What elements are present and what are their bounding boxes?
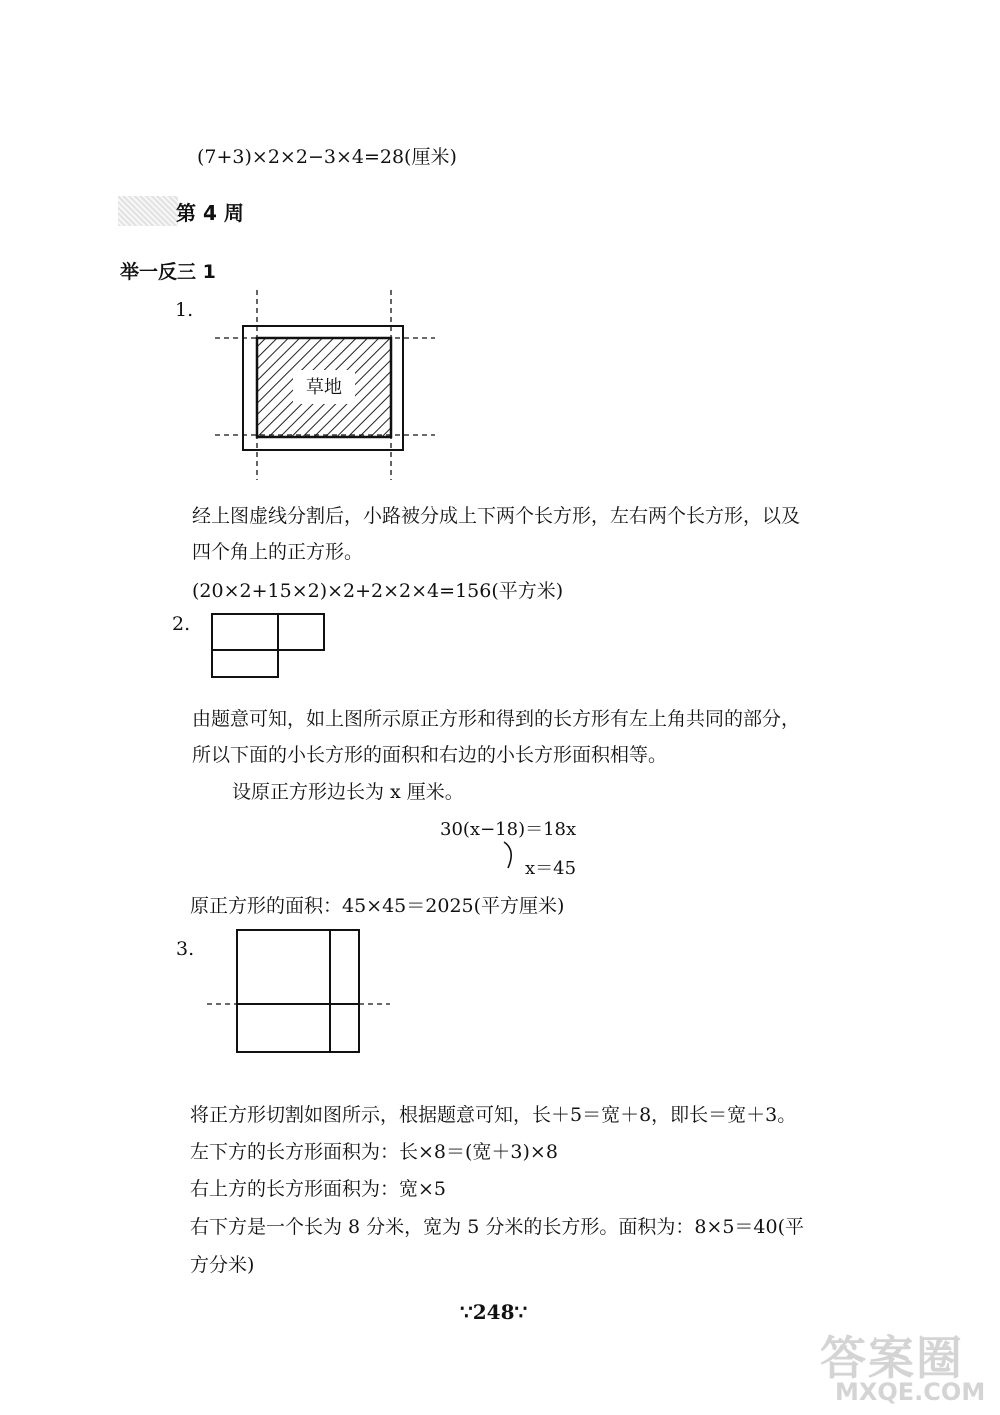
- problem-2-explanation-line2: 所以下面的小长方形的面积和右边的小长方形面积相等。: [192, 744, 668, 766]
- problem-1-explanation-line1: 经上图虚线分割后，小路被分成上下两个长方形，左右两个长方形，以及: [192, 505, 801, 527]
- problem-3-line3: 右上方的长方形面积为：宽×5: [190, 1178, 447, 1200]
- watermark-url: MXQE.COM: [835, 1378, 986, 1406]
- problem-1-explanation-line2: 四个角上的正方形。: [192, 541, 364, 563]
- section-heading-background: [118, 196, 178, 226]
- problem-2-equation-1: 30(x−18)＝18x: [440, 819, 577, 840]
- problem-1-figure: [200, 290, 450, 480]
- top-equation: (7+3)×2×2−3×4=28(厘米): [197, 146, 457, 168]
- lawn-label: 草地: [306, 377, 342, 398]
- problem-1-number: 1.: [175, 299, 194, 321]
- problem-3-line1: 将正方形切割如图所示，根据题意可知，长＋5＝宽＋8，即长＝宽＋3。: [190, 1104, 797, 1126]
- problem-2-answer: 原正方形的面积：45×45＝2025(平方厘米): [190, 895, 565, 917]
- problem-2-number: 2.: [172, 613, 191, 635]
- section-title: 第 4 周: [176, 201, 244, 225]
- problem-3-line4: 右下方是一个长为 8 分米，宽为 5 分米的长方形。面积为：8×5＝40(平: [190, 1216, 805, 1238]
- problem-2-explanation-line1: 由题意可知，如上图所示原正方形和得到的长方形有左上角共同的部分，: [192, 708, 801, 730]
- problem-2-figure: [210, 610, 330, 680]
- problem-3-number: 3.: [176, 938, 195, 960]
- bracket-mark: [500, 840, 520, 870]
- problem-1-equation: (20×2+15×2)×2+2×2×4=156(平方米): [192, 580, 564, 602]
- subsection-title: 举一反三 1: [120, 261, 216, 283]
- page-number: ∵248∵: [460, 1300, 528, 1324]
- problem-2-setup: 设原正方形边长为 x 厘米。: [232, 781, 464, 803]
- problem-3-line2: 左下方的长方形面积为：长×8＝(宽＋3)×8: [190, 1141, 558, 1163]
- dots-right-icon: ∵: [514, 1300, 528, 1324]
- problem-2-equation-2: x＝45: [525, 858, 577, 879]
- watermark-logo: 答案圈: [820, 1331, 964, 1385]
- problem-3-figure: [205, 926, 395, 1056]
- problem-3-line5: 方分米): [190, 1254, 255, 1276]
- dots-left-icon: ∵: [460, 1300, 473, 1324]
